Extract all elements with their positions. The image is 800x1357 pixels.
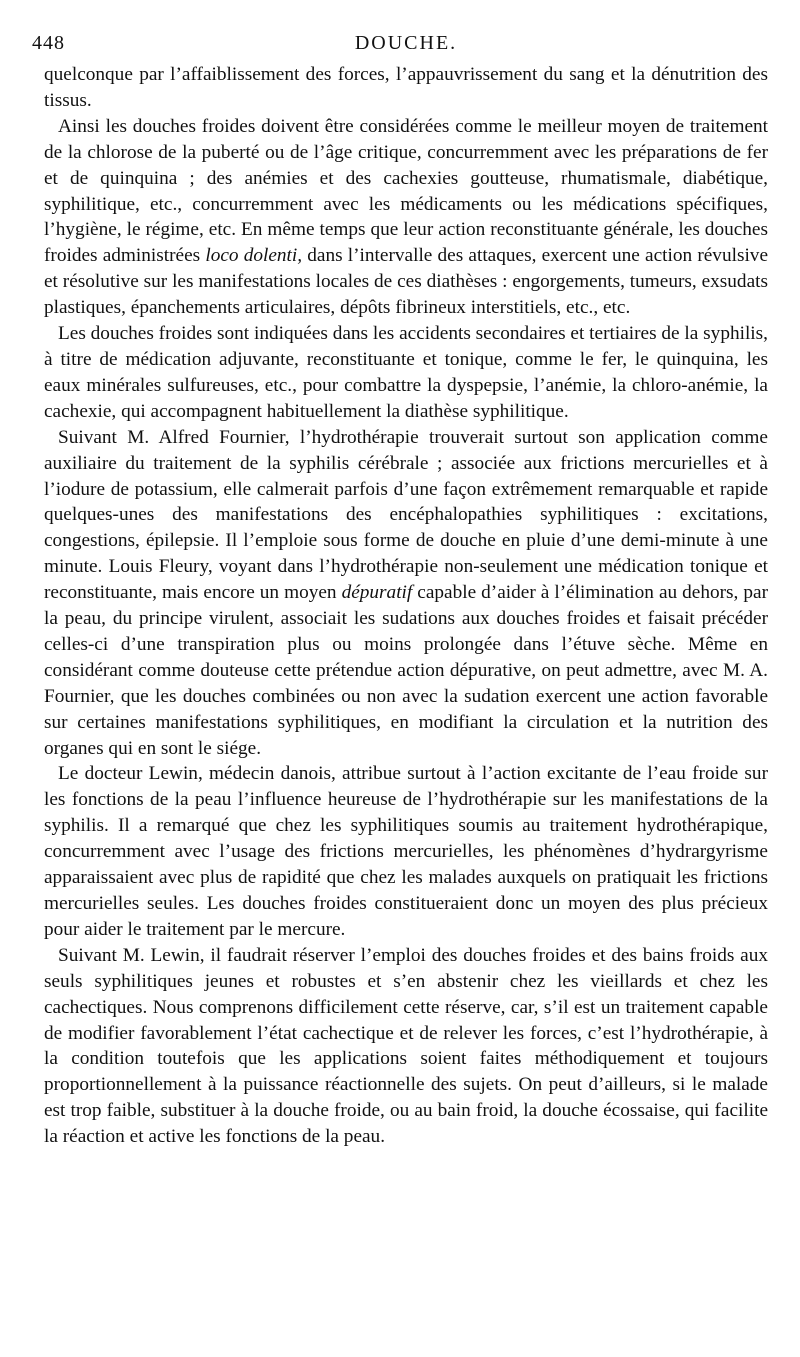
paragraph-2-text-start: Ainsi les douches froides doivent être considérées comme le meilleur moyen de traitement de la chlorose de la puberté ou de l’âge critique, concurremment avec les préparations de fer et de quinquina ; des anémies et des cachexies goutteuse, rhumatismale, diabétique, syphilitique, etc., concurremment avec les médicaments ou les médications spécifiques, l’hygiène, le régime, etc. En même temps que leur action reconstituante générale, les douches froides administrées	[44, 115, 768, 267]
paragraph-4-text-end: capable d’aider à l’élimination au dehors, par la peau, du principe virulent, associait les sudations aux douches froides et faisait précéder celles-ci d’une transpiration plus ou moins prolongée dans l’étuve sèche. Même en considérant comme douteuse cette prétendue action dépurative, on peut admettre, avec M. A. Fournier, que les douches combinées ou non avec la sudation exercent une action favorable sur certaines manifestations syphilitiques, en modifiant la circulation et la nutrition des organes qui en sont le siége.	[44, 582, 769, 759]
paragraph-5: Le docteur Lewin, médecin danois, attribue surtout à l’action excitante de l’eau froide sur les fonctions de la peau l’influence heureuse de l’hydrothérapie sur les manifestations de la syphilis. Il a remarqué que chez les syphilitiques soumis au traitement hydrothérapique, concurremment avec l’usage des frictions mercurielles, les phénomènes d’hydrargyrisme apparaissaient avec plus de rapidité que chez les malades auxquels on pratiquait les frictions mercurielles seules. Les douches froides constitueraient donc un moyen des plus précieux pour aider le traitement par le mercure.	[44, 763, 768, 940]
paragraph-6: Suivant M. Lewin, il faudrait réserver l’emploi des douches froides et des bains froids aux seuls syphilitiques jeunes et robustes et s’en abstenir chez les vieillards et chez les cachectiques. Nous comprenons difficilement cette réserve, car, s’il est un traitement capable de modifier favorablement l’état cachectique et de relever les forces, c’est l’hydrothérapie, à la condition toutefois que les applications soient faites méthodiquement et toujours proportionnellement à la puissance réactionnelle des sujets. On peut d’ailleurs, si le malade est trop faible, substituer à la douche froide, ou au bain froid, la douche écossaise, qui facilite la réaction et active les fonctions de la peau.	[44, 944, 768, 1148]
page-number: 448	[32, 32, 65, 54]
paragraph-4	[44, 425, 768, 762]
book-page	[32, 26, 769, 1150]
italic-word-depuratif: dépuratif	[341, 582, 413, 604]
paragraph-2-text-end: dans l’intervalle des attaques, exercent une action révulsive et résolutive sur les manifestations locales de ces diathèses : engorgements, tumeurs, exsudats plastiques, épanchements articulaires, dépôts fibrineux interstitiels, etc., etc.	[44, 245, 768, 319]
paragraph-3: Les douches froides sont indiquées dans les accidents secondaires et tertiaires de la syphilis, à titre de médication adjuvante, reconstituante et tonique, comme le fer, le quinquina, les eaux minérales sulfureuses, etc., pour combattre la dyspepsie, l’anémie, la chloro-anémie, la cachexie, qui accompagnent habituellement la diathèse syphilitique.	[44, 323, 768, 422]
paragraph-4-text-start: Suivant M. Alfred Fournier, l’hydrothérapie trouverait surtout son application comme auxiliaire du traitement de la syphilis cérébrale ; associée aux frictions mercurielles et à l’iodure de potassium, elle calmerait parfois d’une façon extrêmement remarquable et rapide quelques-unes des manifestations des encéphalopathies syphilitiques : excitations, congestions, épilepsie. Il l’emploie sous forme de douche en pluie d’une demi-minute à une minute. Louis Fleury, voyant dans l’hydrothérapie non-seulement une médication tonique et reconstituante, mais encore un moyen	[44, 426, 768, 604]
page-header	[32, 26, 768, 62]
paragraph-1: quelconque par l’affaiblissement des forces, l’appauvrissement du sang et la dénutrition des tissus.	[44, 64, 768, 111]
running-title: DOUCHE.	[354, 32, 458, 54]
italic-phrase-loco-dolenti: loco dolenti,	[205, 245, 303, 267]
paragraph-2	[44, 114, 768, 321]
body-text	[44, 62, 768, 1150]
